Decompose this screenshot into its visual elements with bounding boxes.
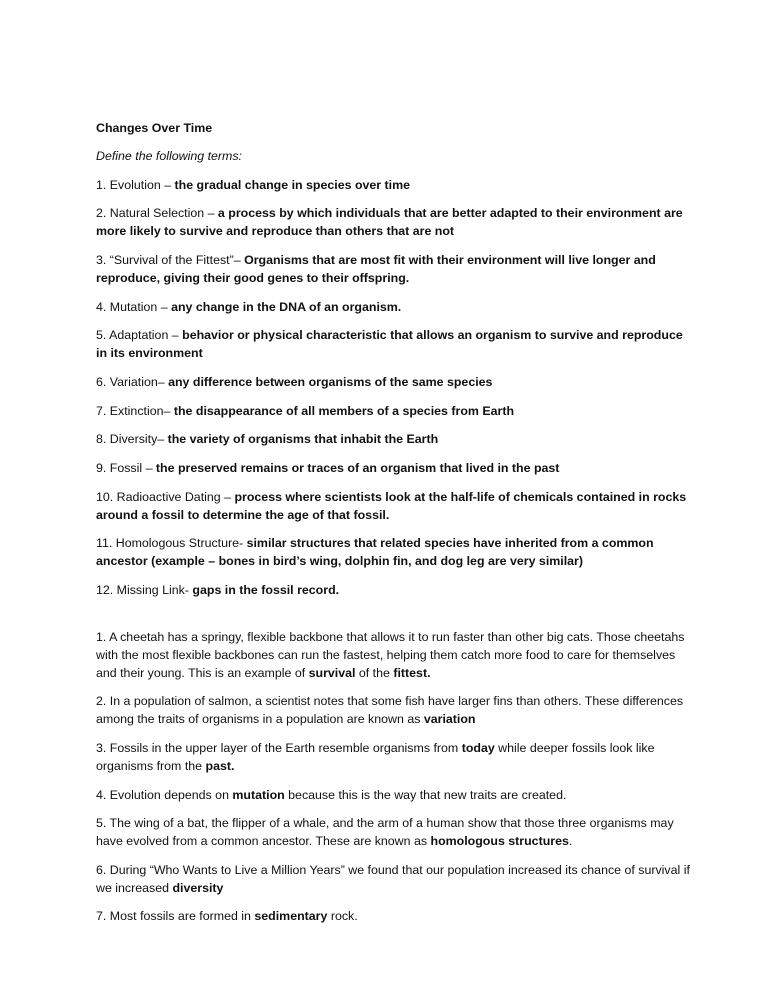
term-item xyxy=(96,298,696,316)
term-item xyxy=(96,251,696,287)
term-label: 5. Adaptation – xyxy=(96,328,183,343)
question-item xyxy=(96,907,696,925)
answer-text: today xyxy=(461,740,495,755)
term-label: 6. Variation– xyxy=(96,374,169,389)
question-text: . xyxy=(568,834,573,849)
term-definition: any difference between organisms of the same species xyxy=(168,374,493,389)
answer-text: past. xyxy=(205,758,235,773)
term-label: 9. Fossil – xyxy=(96,461,156,475)
term-definition: the variety of organisms that inhabit the Earth xyxy=(167,432,439,447)
term-label: 1. Evolution – xyxy=(96,177,175,192)
section-spacer xyxy=(96,610,696,628)
answer-text: survival xyxy=(308,665,356,680)
term-label: 8. Diversity– xyxy=(96,432,168,447)
term-definition: gaps in the fossil record. xyxy=(192,583,340,598)
term-item xyxy=(96,402,696,420)
question-text: because this is the way that new traits are created. xyxy=(284,787,567,802)
answer-text: variation xyxy=(423,712,476,727)
question-text: while deeper fossils look like organisms from the xyxy=(96,740,655,773)
question-text: 2. In a population of salmon, a scientist notes that some fish have larger fins than others. These differences among the traits of organisms in a population are known as xyxy=(96,694,684,727)
question-text: 1. A cheetah has a springy, flexible backbone that allows it to run faster than other big cats. Those cheetahs with the most flexible backbones can run the fastest, helping them catch more food to care for themselves and their young. This is an example of xyxy=(96,629,685,680)
question-item xyxy=(96,692,696,728)
question-text: 3. Fossils in the upper layer of the Earth resemble organisms from xyxy=(96,740,462,755)
document-page xyxy=(96,119,696,936)
answer-text: fittest. xyxy=(393,665,431,680)
term-label: 2. Natural Selection – xyxy=(96,206,218,221)
questions-list xyxy=(96,628,696,926)
term-item xyxy=(96,430,696,448)
term-definition: any change in the DNA of an organism. xyxy=(171,299,402,314)
term-definition: the preserved remains or traces of an organism that lived in the past xyxy=(155,461,560,475)
term-label: 10. Radioactive Dating – xyxy=(96,489,235,504)
term-item xyxy=(96,326,696,362)
term-definition: behavior or physical characteristic that allows an organism to survive and reproduce in its environment xyxy=(96,328,683,361)
term-label: 4. Mutation – xyxy=(96,299,172,314)
term-item xyxy=(96,373,696,391)
term-item xyxy=(96,459,696,477)
question-text: of the xyxy=(355,665,394,680)
answer-text: mutation xyxy=(232,787,285,802)
answer-text: homologous structures xyxy=(430,834,569,849)
question-item xyxy=(96,814,696,850)
question-item xyxy=(96,786,696,804)
term-definition: a process by which individuals that are better adapted to their environment are more likely to survive and reproduce than others that are not xyxy=(96,206,683,239)
term-definition: process where scientists look at the half-life of chemicals contained in rocks around a fossil to determine the age of that fossil. xyxy=(96,489,687,522)
term-item xyxy=(96,204,696,240)
question-item xyxy=(96,628,696,682)
answer-text: sedimentary xyxy=(254,909,328,924)
term-definition: the disappearance of all members of a species from Earth xyxy=(173,403,515,418)
question-text: 4. Evolution depends on xyxy=(96,787,233,802)
page-title: Changes Over Time xyxy=(96,121,213,135)
question-item xyxy=(96,739,696,775)
term-item xyxy=(96,581,696,599)
term-definition: similar structures that related species have inherited from a common ancestor (example – bones in bird’s wing, dolphin fin, and dog leg are very similar) xyxy=(96,536,654,569)
term-item xyxy=(96,488,696,524)
answer-text: diversity xyxy=(172,880,224,895)
question-text: 7. Most fossils are formed in xyxy=(96,909,255,924)
term-label: 11. Homologous Structure- xyxy=(96,536,247,551)
term-label: 7. Extinction– xyxy=(96,403,174,418)
term-item xyxy=(96,176,696,194)
instructions: Define the following terms: xyxy=(96,149,243,163)
terms-list xyxy=(96,176,696,600)
term-item xyxy=(96,534,696,570)
question-text: rock. xyxy=(327,909,358,924)
question-text: 5. The wing of a bat, the flipper of a whale, and the arm of a human show that those three organisms may have evolved from a common ancestor. These are known as xyxy=(96,816,674,849)
term-label: 3. “Survival of the Fittest”– xyxy=(96,252,245,267)
term-definition: Organisms that are most fit with their environment will live longer and reproduce, giving their good genes to their offspring. xyxy=(96,252,656,285)
term-label: 12. Missing Link- xyxy=(96,583,193,598)
question-text: 6. During “Who Wants to Live a Million Years” we found that our population increased its chance of survival if we increased xyxy=(96,862,690,895)
question-item xyxy=(96,861,696,897)
term-definition: the gradual change in species over time xyxy=(174,177,411,192)
